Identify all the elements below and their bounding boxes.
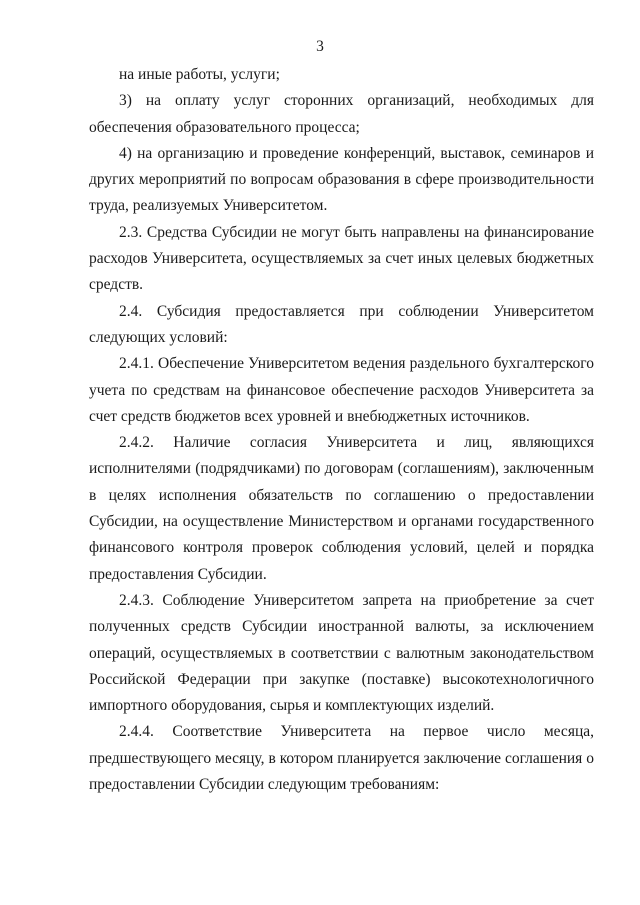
paragraph-item-4: 4) на организацию и проведение конференций, выставок, семинаров и других мероприятий по вопросам образования в сфере производительности труда, реализуемых Университетом. [89,144,594,215]
paragraph-2-4-1: 2.4.1. Обеспечение Университетом ведения раздельного бухгалтерского учета по средствам на финансовое обеспечение расходов Университета за счет средств бюджетов всех уровней и внебюджетных источников. [89,355,594,425]
paragraph-2-4: 2.4. Субсидия предоставляется при соблюдении Университетом следующих условий: [89,302,594,346]
paragraph-item-3: 3) на оплату услуг сторонних организаций, необходимых для обеспечения образовательного процесса; [89,92,594,136]
paragraph-2-4-3: 2.4.3. Соблюдение Университетом запрета на приобретение за счет полученных средств Субсидии иностранной валюты, за исключением операций, осуществляемых в соответствии с валютным законодательством Российской Федерации при закупке (поставке) высокотехнологичного импортного оборудования, сырья и комплектующих изделий. [89,591,594,715]
page-number: 3 [316,38,324,55]
paragraph-continuation: на иные работы, услуги; [119,66,280,83]
paragraph-2-4-4: 2.4.4. Соответствие Университета на первое число месяца, предшествующего месяцу, в котором планируется заключение соглашения о предоставлении Субсидии следующим требованиям: [89,723,594,794]
paragraph-2-3: 2.3. Средства Субсидии не могут быть направлены на финансирование расходов Университета, осуществляемых за счет иных целевых бюджетных средств. [89,223,594,294]
paragraph-2-4-2: 2.4.2. Наличие согласия Университета и лиц, являющихся исполнителями (подрядчиками) по договорам (соглашениям), заключенным в целях исполнения обязательств по соглашению о предоставлении Субсидии, на осуществление Министерством и органами государственного финансового контроля проверок соблюдения условий, целей и порядка предоставления Субсидии. [89,434,594,583]
document-body [89,62,594,798]
